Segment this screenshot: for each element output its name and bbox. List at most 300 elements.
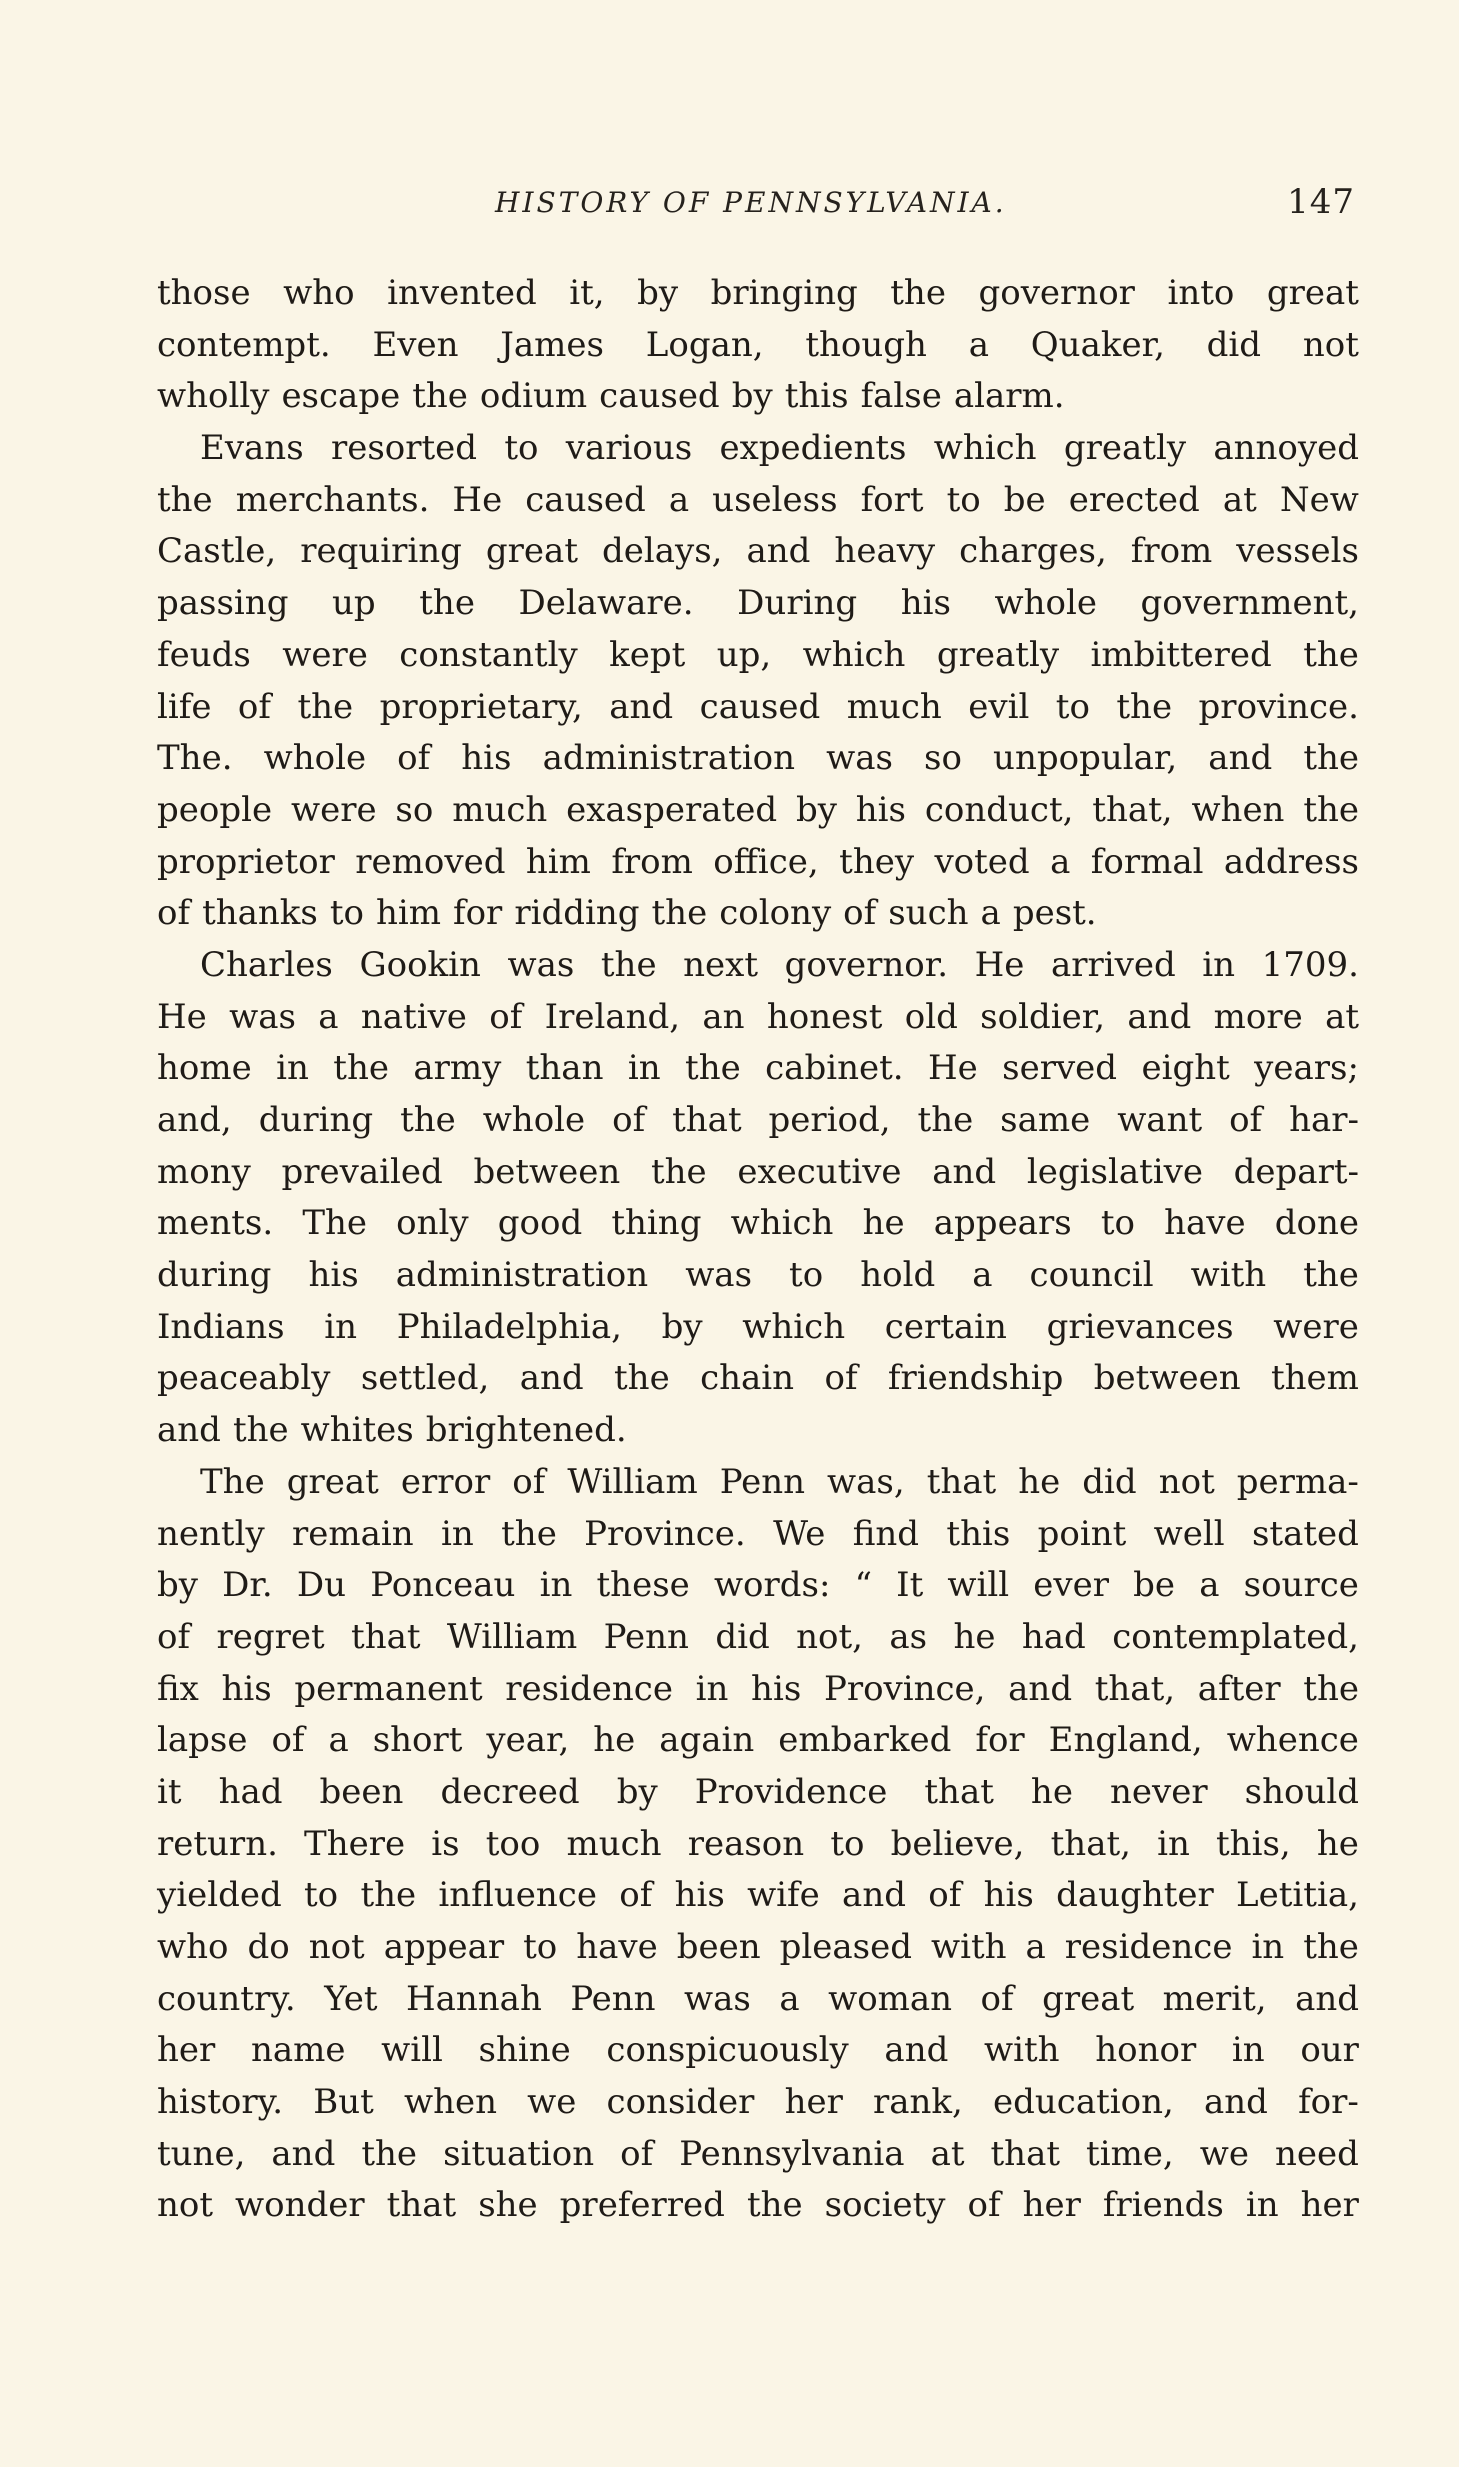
word: and — [1008, 1668, 1073, 1709]
word: Quaker, — [1030, 324, 1165, 365]
word: and — [1208, 738, 1273, 779]
word: Evans — [200, 428, 304, 469]
word: arrived — [1050, 944, 1176, 985]
word: the — [297, 686, 354, 727]
word: Philadelphia, — [396, 1306, 622, 1347]
word: were — [290, 789, 377, 830]
text-line — [157, 682, 1359, 734]
word: fix — [157, 1668, 199, 1709]
word: between — [1093, 1358, 1241, 1399]
word: short — [372, 1720, 463, 1761]
text-line — [157, 2077, 1359, 2129]
word: Letitia, — [1236, 1875, 1359, 1916]
word: residence — [1064, 1927, 1233, 1967]
word: thing — [611, 1203, 702, 1244]
word: Gookin — [359, 944, 481, 985]
text-line — [157, 888, 1359, 940]
word: native — [360, 996, 467, 1037]
word: whence — [1226, 1720, 1359, 1761]
word: who — [157, 1927, 229, 1967]
word: the — [917, 1100, 974, 1140]
word: the — [501, 1513, 557, 1554]
word: chain — [700, 1358, 795, 1399]
word: He — [157, 996, 207, 1037]
word: be — [1133, 1565, 1176, 1606]
word: residence — [505, 1668, 673, 1709]
word: New — [1279, 479, 1359, 520]
word: that — [926, 1461, 997, 1502]
word: William — [446, 1616, 578, 1657]
word: thanks — [202, 893, 318, 934]
word: governor — [978, 273, 1135, 313]
word: well — [1153, 1513, 1225, 1554]
word: than — [525, 1048, 604, 1089]
word: a — [968, 324, 990, 365]
word: constantly — [399, 634, 578, 675]
word: Delaware. — [518, 583, 694, 624]
word: settled, — [360, 1358, 490, 1399]
word: contempt. — [157, 324, 331, 365]
word: had — [1021, 1616, 1086, 1657]
word: voted — [934, 841, 1030, 882]
word: return. — [157, 1823, 278, 1864]
word: her — [1300, 2185, 1359, 2226]
word: will — [947, 1565, 1010, 1606]
word: “ — [854, 1565, 872, 1606]
word: government, — [1140, 583, 1359, 624]
word: regret — [216, 1616, 325, 1657]
text-line — [157, 423, 1359, 475]
text-line — [157, 837, 1359, 889]
word: in — [1245, 2185, 1279, 2226]
word: whole — [482, 1100, 586, 1140]
word: address — [1223, 841, 1359, 882]
word: for — [453, 893, 503, 934]
text-line — [157, 1870, 1359, 1922]
text-line — [157, 1560, 1359, 1612]
word: greatly — [936, 634, 1060, 675]
word: of — [620, 2133, 654, 2174]
word: for — [975, 1720, 1025, 1761]
word: an — [702, 996, 745, 1037]
word: of — [980, 1978, 1014, 2019]
text-line — [157, 1405, 1359, 1457]
word: at — [1222, 479, 1257, 520]
word: this — [784, 376, 849, 417]
text-line — [157, 1974, 1359, 2026]
word: Yet — [324, 1978, 378, 2019]
word: his — [674, 1875, 725, 1916]
word: passing — [157, 583, 289, 624]
word: of — [397, 738, 431, 779]
word: reason — [687, 1823, 805, 1864]
word: we — [1199, 2133, 1249, 2174]
word: of — [157, 1616, 191, 1657]
word: But — [313, 2082, 374, 2123]
word: the — [232, 1410, 289, 1451]
word: a — [668, 479, 690, 520]
word: the — [333, 1048, 389, 1089]
word: Dr. — [222, 1565, 273, 1606]
word: daughter — [1056, 1875, 1214, 1916]
word: served — [1002, 1048, 1118, 1089]
word: was — [684, 1978, 751, 2019]
word: which — [933, 428, 1037, 469]
word: He — [452, 479, 503, 520]
word: from — [1130, 531, 1213, 572]
word: cabinet. — [765, 1048, 904, 1089]
word: a — [980, 893, 1001, 934]
word: the — [685, 1048, 741, 1089]
word: is — [431, 1823, 460, 1864]
word: whites — [300, 1410, 414, 1451]
word: The. — [157, 738, 233, 779]
word: whole — [263, 738, 367, 779]
word: his — [461, 738, 512, 779]
word: that — [672, 1100, 742, 1140]
word: good — [497, 1203, 583, 1244]
word: and — [271, 2133, 336, 2174]
word: with — [931, 1927, 1007, 1967]
word: conduct, — [924, 789, 1074, 830]
word: year, — [486, 1720, 570, 1761]
word: to — [1055, 686, 1090, 727]
word: situation — [443, 2133, 595, 2174]
word: we — [527, 2082, 577, 2123]
word: at — [1325, 996, 1359, 1037]
word: which — [730, 1203, 834, 1244]
word: Penn — [603, 1616, 689, 1657]
word: charges, — [959, 531, 1107, 572]
word: the — [1303, 738, 1359, 779]
word: Indians — [157, 1306, 285, 1347]
word: was — [507, 944, 575, 985]
text-line — [157, 733, 1359, 785]
word: 1709. — [1261, 944, 1359, 985]
word: his — [308, 1255, 359, 1296]
word: the — [1303, 1668, 1359, 1709]
word: prevailed — [281, 1151, 443, 1192]
word: history. — [157, 2082, 284, 2123]
word: conspicuously — [606, 2030, 849, 2071]
word: source — [1243, 1565, 1359, 1606]
text-line — [157, 1302, 1359, 1354]
word: shine — [478, 2030, 571, 2071]
word: hold — [860, 1255, 936, 1296]
text-line — [157, 630, 1359, 682]
text-line — [157, 940, 1359, 992]
word: depart- — [1233, 1151, 1359, 1192]
word: to — [830, 1823, 865, 1864]
word: need — [1275, 2133, 1359, 2174]
text-line — [157, 1767, 1359, 1819]
text-line — [157, 992, 1359, 1044]
word: were — [1273, 1306, 1359, 1347]
text-line — [157, 268, 1359, 320]
word: Hannah — [405, 1978, 542, 2019]
word: to — [304, 1875, 339, 1916]
word: in — [441, 1513, 474, 1554]
page-number: 147 — [1287, 182, 1355, 222]
word: was, — [827, 1461, 905, 1502]
word: time, — [1086, 2133, 1174, 2174]
word: his — [221, 1668, 272, 1709]
word: soldier, — [980, 996, 1106, 1037]
word: not — [157, 2185, 214, 2226]
word: to — [1100, 1203, 1135, 1244]
word: that — [990, 2133, 1061, 2174]
word: to — [504, 428, 539, 469]
word: that — [386, 2185, 457, 2226]
word: life — [157, 686, 212, 727]
text-line — [157, 1612, 1359, 1664]
word: a — [1025, 1927, 1046, 1967]
word: invented — [387, 273, 537, 313]
word: and — [746, 531, 811, 572]
word: a — [972, 1255, 993, 1296]
word: and — [884, 2030, 949, 2071]
word: administration — [542, 738, 796, 779]
word: and — [1203, 2082, 1268, 2123]
word: which — [802, 634, 906, 675]
word: of — [489, 996, 523, 1037]
word: his — [900, 583, 951, 624]
word: with — [1190, 1255, 1267, 1296]
word: friendship — [887, 1358, 1064, 1399]
word: of — [237, 686, 271, 727]
word: erected — [1068, 479, 1200, 520]
word: error — [400, 1461, 491, 1502]
word: of — [967, 2185, 1001, 2226]
word: merit, — [1162, 1978, 1267, 2019]
word: Pennsylvania — [679, 2133, 905, 2174]
word: be — [1003, 479, 1046, 520]
word: har- — [1289, 1100, 1359, 1140]
word: preferred — [559, 2185, 725, 2226]
text-line — [157, 578, 1359, 630]
word: when — [1191, 789, 1285, 830]
word: mony — [157, 1151, 251, 1192]
word: false — [860, 376, 942, 417]
text-line — [157, 320, 1359, 372]
word: the — [600, 944, 657, 985]
text-line — [157, 2025, 1359, 2077]
word: wonder — [235, 2185, 365, 2226]
word: they — [839, 841, 915, 882]
word: he — [1316, 1823, 1359, 1864]
word: in — [1202, 944, 1236, 985]
word: a — [318, 996, 339, 1037]
word: that, — [1094, 1668, 1176, 1709]
word: in — [539, 1565, 573, 1606]
word: again — [659, 1720, 755, 1761]
word: by — [731, 376, 773, 417]
page-header — [157, 182, 1359, 236]
word: by — [616, 1771, 658, 1812]
word: appear — [383, 1927, 505, 1967]
word: during — [157, 1255, 272, 1296]
word: He — [927, 1048, 978, 1089]
word: old — [904, 996, 958, 1037]
word: of — [619, 1875, 653, 1916]
word: the — [890, 273, 946, 313]
word: should — [1244, 1771, 1359, 1812]
word: such — [888, 893, 969, 934]
word: decreed — [440, 1771, 580, 1812]
word: a — [1050, 841, 1071, 882]
word: been — [319, 1771, 404, 1812]
word: the — [651, 893, 708, 934]
word: remain — [292, 1513, 414, 1554]
word: merchants. — [235, 479, 430, 520]
word: done — [1274, 1203, 1359, 1244]
word: in — [1231, 2030, 1265, 2071]
word: odium — [479, 376, 588, 417]
word: whole — [994, 583, 1097, 624]
word: rank, — [873, 2082, 963, 2123]
word: appears — [933, 1203, 1072, 1244]
word: a — [779, 1978, 800, 2019]
word: the — [419, 583, 475, 624]
word: grievances — [1046, 1306, 1234, 1347]
word: that — [351, 1616, 421, 1657]
word: want — [1117, 1100, 1203, 1140]
word: were — [282, 634, 368, 675]
text-line — [157, 2180, 1359, 2232]
word: consider — [606, 2082, 755, 2123]
word: caused — [525, 479, 646, 520]
word: to — [946, 479, 981, 520]
word: pest. — [1012, 893, 1097, 934]
word: bringing — [710, 273, 858, 313]
word: him — [525, 841, 591, 882]
word: alarm. — [953, 376, 1065, 417]
word: next — [683, 944, 758, 985]
word: ever — [1033, 1565, 1109, 1606]
text-line — [157, 1353, 1359, 1405]
word: evil — [968, 686, 1030, 727]
word: more — [1213, 996, 1303, 1037]
word: words: — [713, 1565, 831, 1606]
text-line — [157, 1819, 1359, 1871]
word: friends — [1102, 2185, 1224, 2226]
word: believe, — [890, 1823, 1025, 1864]
body-text — [157, 268, 1359, 2232]
word: so — [395, 789, 434, 830]
word: of — [928, 1875, 962, 1916]
word: in — [276, 1048, 309, 1089]
word: the — [650, 1151, 707, 1192]
word: and — [519, 1358, 584, 1399]
word: Penn — [570, 1978, 656, 2019]
word: did — [1206, 324, 1262, 365]
word: do — [247, 1927, 290, 1967]
word: who — [283, 273, 355, 313]
word: to — [789, 1255, 824, 1296]
word: eight — [1141, 1048, 1230, 1089]
word: wife — [747, 1875, 820, 1916]
word: He — [974, 944, 1025, 985]
word: this — [946, 1513, 1011, 1554]
word: he — [1018, 1461, 1061, 1502]
text-line — [157, 1198, 1359, 1250]
text-line — [157, 1922, 1359, 1974]
word: her — [1022, 2185, 1081, 2226]
word: There — [304, 1823, 406, 1864]
word: wholly — [157, 376, 270, 417]
word: unpopular, — [993, 738, 1178, 779]
word: ments. — [157, 1203, 274, 1244]
text-line — [157, 1250, 1359, 1302]
word: and — [1295, 1978, 1359, 2019]
word: to — [523, 1927, 558, 1967]
word: great — [485, 531, 578, 572]
text-line — [157, 1043, 1359, 1095]
word: Province, — [823, 1668, 986, 1709]
word: have — [576, 1927, 658, 1967]
word: find — [852, 1513, 920, 1554]
word: home — [157, 1048, 252, 1089]
word: much — [452, 789, 548, 830]
word: when — [403, 2082, 497, 2123]
word: into — [1167, 273, 1235, 313]
word: the — [746, 2185, 803, 2226]
word: as — [889, 1616, 928, 1657]
word: and, — [157, 1100, 232, 1140]
word: and — [932, 1151, 997, 1192]
word: country. — [157, 1978, 296, 2019]
word: certain — [884, 1306, 1007, 1347]
text-line — [157, 475, 1359, 527]
word: nently — [157, 1513, 265, 1554]
word: peaceably — [157, 1358, 331, 1399]
word: them — [1270, 1358, 1359, 1399]
word: of — [512, 1461, 546, 1502]
text-line — [157, 1095, 1359, 1147]
word: name — [250, 2030, 346, 2071]
word: in — [324, 1306, 358, 1347]
word: the — [1303, 789, 1359, 830]
word: will — [381, 2030, 443, 2071]
word: the — [361, 2133, 418, 2174]
word: stated — [1251, 1513, 1359, 1554]
word: education, — [993, 2082, 1174, 2123]
word: not — [1302, 324, 1359, 365]
word: kept — [609, 634, 686, 675]
word: the — [400, 1100, 456, 1140]
word: was — [229, 996, 296, 1037]
word: various — [565, 428, 693, 469]
word: office, — [713, 841, 819, 882]
word: a — [1199, 1565, 1220, 1606]
word: him — [375, 893, 441, 934]
word: that — [924, 1771, 994, 1812]
word: great — [286, 1461, 379, 1502]
word: her — [157, 2030, 216, 2071]
word: the — [157, 479, 213, 520]
word: society — [824, 2185, 946, 2226]
text-line — [157, 2129, 1359, 2181]
word: army — [413, 1048, 502, 1089]
word: We — [773, 1513, 826, 1554]
word: for- — [1298, 2082, 1359, 2123]
word: was — [685, 1255, 753, 1296]
word: his — [751, 1668, 802, 1709]
word: lapse — [157, 1720, 248, 1761]
word: brightened. — [425, 1410, 627, 1451]
word: much — [846, 686, 942, 727]
word: colony — [719, 893, 832, 934]
